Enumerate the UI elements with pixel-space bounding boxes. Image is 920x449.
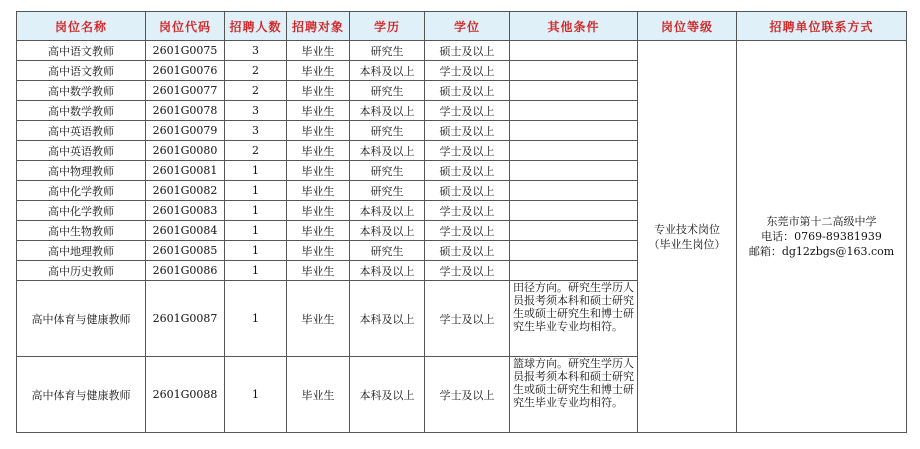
recruitment-table-container (16, 11, 907, 433)
degree-cell: 学士及以上 (425, 141, 510, 161)
target-cell: 毕业生 (287, 181, 350, 201)
degree-cell: 学士及以上 (425, 61, 510, 81)
education-cell: 研究生 (350, 241, 425, 261)
hire-count-cell: 3 (225, 121, 287, 141)
hire-count-cell: 1 (225, 357, 287, 433)
degree-cell: 学士及以上 (425, 201, 510, 221)
target-cell: 毕业生 (287, 101, 350, 121)
education-cell: 研究生 (350, 181, 425, 201)
hire-count-cell: 2 (225, 141, 287, 161)
education-cell: 本科及以上 (350, 221, 425, 241)
position-code-cell: 2601G0079 (146, 121, 225, 141)
position-name-cell: 高中英语教师 (17, 141, 146, 161)
position-code-cell: 2601G0083 (146, 201, 225, 221)
hire-count-cell: 3 (225, 41, 287, 61)
position-code-cell: 2601G0078 (146, 101, 225, 121)
position-code-cell: 2601G0075 (146, 41, 225, 61)
position-name-cell: 高中语文教师 (17, 61, 146, 81)
position-level-line: 专业技术岗位 (654, 222, 720, 236)
position-name-cell: 高中体育与健康教师 (17, 281, 146, 357)
position-code-cell: 2601G0080 (146, 141, 225, 161)
position-code-cell: 2601G0082 (146, 181, 225, 201)
target-cell: 毕业生 (287, 121, 350, 141)
education-cell: 本科及以上 (350, 357, 425, 433)
position-code-cell: 2601G0084 (146, 221, 225, 241)
target-cell: 毕业生 (287, 41, 350, 61)
conditions-cell (510, 101, 638, 121)
target-cell: 毕业生 (287, 61, 350, 81)
hire-count-cell: 1 (225, 261, 287, 281)
conditions-cell (510, 181, 638, 201)
degree-cell: 硕士及以上 (425, 41, 510, 61)
hire-count-cell: 2 (225, 81, 287, 101)
conditions-cell (510, 241, 638, 261)
position-code-cell: 2601G0076 (146, 61, 225, 81)
hire-count-cell: 1 (225, 201, 287, 221)
position-code-cell: 2601G0081 (146, 161, 225, 181)
education-cell: 研究生 (350, 121, 425, 141)
position-name-cell: 高中历史教师 (17, 261, 146, 281)
conditions-cell (510, 221, 638, 241)
hire-count-cell: 1 (225, 241, 287, 261)
header-cell: 其他条件 (510, 12, 638, 41)
header-cell: 岗位名称 (17, 12, 146, 41)
hire-count-cell: 1 (225, 221, 287, 241)
conditions-cell (510, 161, 638, 181)
table-header-row (17, 12, 907, 41)
header-cell: 学历 (350, 12, 425, 41)
position-code-cell: 2601G0088 (146, 357, 225, 433)
degree-cell: 学士及以上 (425, 221, 510, 241)
hire-count-cell: 2 (225, 61, 287, 81)
target-cell: 毕业生 (287, 161, 350, 181)
degree-cell: 硕士及以上 (425, 121, 510, 141)
conditions-cell (510, 261, 638, 281)
position-level-cell (638, 41, 737, 433)
education-cell: 本科及以上 (350, 101, 425, 121)
header-cell: 招聘单位联系方式 (737, 12, 907, 41)
table-row (17, 41, 907, 61)
conditions-cell (510, 201, 638, 221)
degree-cell: 硕士及以上 (425, 161, 510, 181)
header-cell: 招聘人数 (225, 12, 287, 41)
degree-cell: 学士及以上 (425, 101, 510, 121)
degree-cell: 硕士及以上 (425, 81, 510, 101)
target-cell: 毕业生 (287, 201, 350, 221)
position-code-cell: 2601G0085 (146, 241, 225, 261)
education-cell: 研究生 (350, 41, 425, 61)
position-name-cell: 高中语文教师 (17, 41, 146, 61)
conditions-cell (510, 41, 638, 61)
education-cell: 研究生 (350, 81, 425, 101)
position-name-cell: 高中数学教师 (17, 81, 146, 101)
education-cell: 本科及以上 (350, 61, 425, 81)
position-code-cell: 2601G0087 (146, 281, 225, 357)
conditions-cell (510, 81, 638, 101)
header-cell: 岗位等级 (638, 12, 737, 41)
degree-cell: 硕士及以上 (425, 181, 510, 201)
target-cell: 毕业生 (287, 81, 350, 101)
recruitment-table (16, 11, 907, 433)
degree-cell: 学士及以上 (425, 281, 510, 357)
target-cell: 毕业生 (287, 141, 350, 161)
hire-count-cell: 1 (225, 161, 287, 181)
conditions-cell (510, 61, 638, 81)
position-name-cell: 高中化学教师 (17, 201, 146, 221)
contact-school-name: 东莞市第十二高级中学 (766, 215, 877, 228)
degree-cell: 学士及以上 (425, 261, 510, 281)
position-name-cell: 高中地理教师 (17, 241, 146, 261)
target-cell: 毕业生 (287, 357, 350, 433)
education-cell: 本科及以上 (350, 261, 425, 281)
position-name-cell: 高中物理教师 (17, 161, 146, 181)
conditions-cell (510, 141, 638, 161)
degree-cell: 硕士及以上 (425, 241, 510, 261)
education-cell: 本科及以上 (350, 141, 425, 161)
target-cell: 毕业生 (287, 241, 350, 261)
degree-cell: 学士及以上 (425, 357, 510, 433)
education-cell: 本科及以上 (350, 201, 425, 221)
position-name-cell: 高中化学教师 (17, 181, 146, 201)
target-cell: 毕业生 (287, 261, 350, 281)
position-code-cell: 2601G0086 (146, 261, 225, 281)
contact-phone: 电话：0769-89381939 (761, 230, 882, 243)
conditions-cell: 田径方向。研究生学历人员报考须本科和硕士研究生或硕士研究生和博士研究生毕业专业均相符。 (510, 281, 638, 357)
target-cell: 毕业生 (287, 281, 350, 357)
header-cell: 招聘对象 (287, 12, 350, 41)
header-cell: 岗位代码 (146, 12, 225, 41)
education-cell: 研究生 (350, 161, 425, 181)
header-cell: 学位 (425, 12, 510, 41)
hire-count-cell: 1 (225, 281, 287, 357)
position-code-cell: 2601G0077 (146, 81, 225, 101)
education-cell: 本科及以上 (350, 281, 425, 357)
position-name-cell: 高中英语教师 (17, 121, 146, 141)
hire-count-cell: 3 (225, 101, 287, 121)
position-name-cell: 高中体育与健康教师 (17, 357, 146, 433)
hire-count-cell: 1 (225, 181, 287, 201)
position-name-cell: 高中生物教师 (17, 221, 146, 241)
contact-email: 邮箱：dg12zbgs@163.com (748, 245, 895, 258)
contact-info-cell (737, 41, 907, 433)
position-name-cell: 高中数学教师 (17, 101, 146, 121)
target-cell: 毕业生 (287, 221, 350, 241)
position-level-line: （毕业生岗位） (648, 237, 726, 251)
conditions-cell (510, 121, 638, 141)
conditions-cell: 篮球方向。研究生学历人员报考须本科和硕士研究生或硕士研究生和博士研究生毕业专业均相符。 (510, 357, 638, 433)
